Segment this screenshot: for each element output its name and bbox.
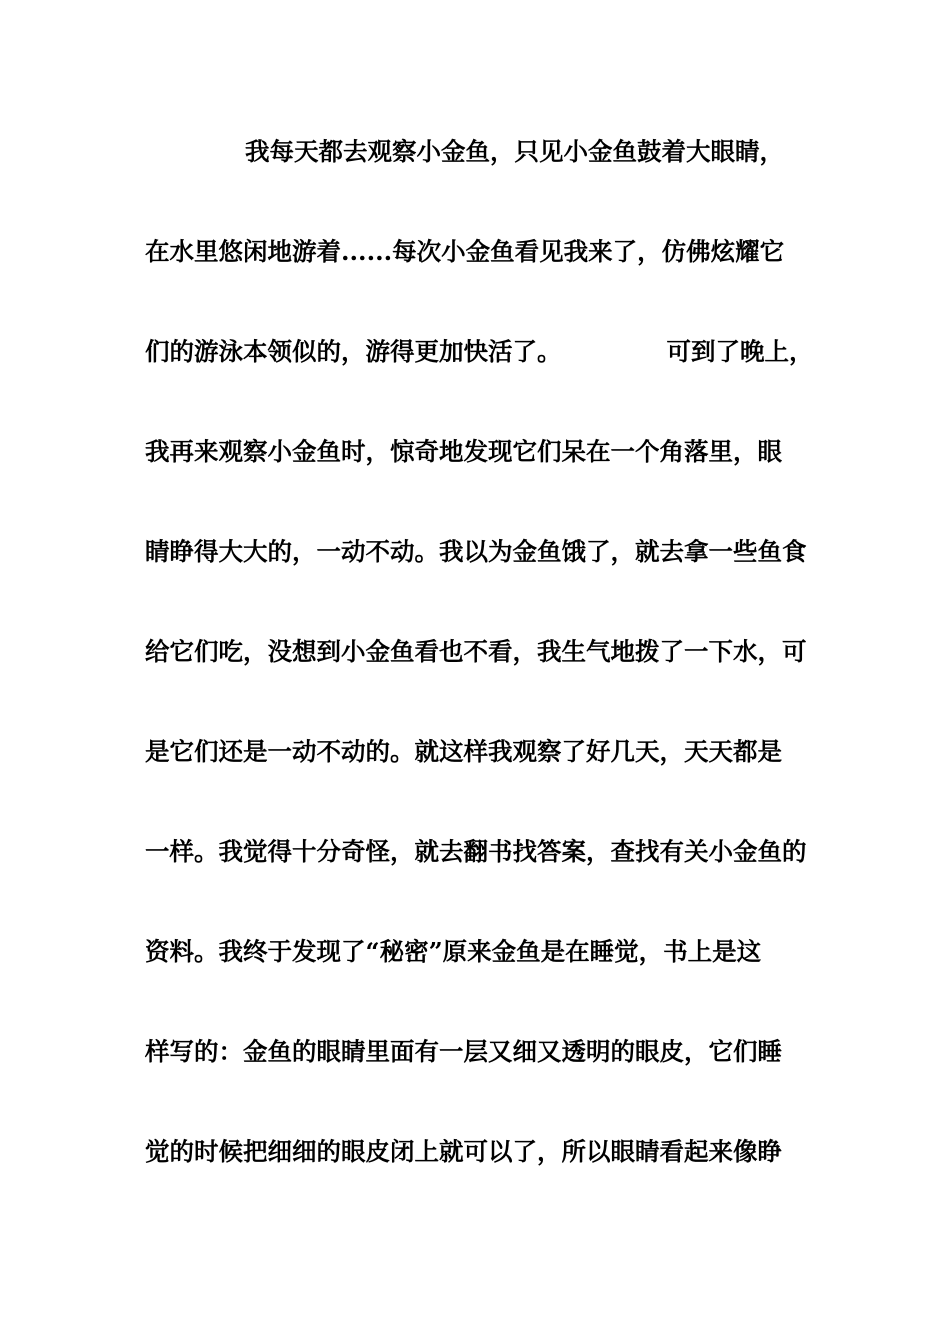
line-text: 们的游泳本领似的，游得更加快活了。 [145,337,562,366]
text-line-4 [145,428,810,528]
text-line-11 [145,1128,810,1228]
line-text: 样写的：金鱼的眼睛里面有一层又细又透明的眼皮，它们睡 [145,1037,782,1066]
text-line-10 [145,1028,810,1128]
line-text: 资料。我终于发现了“秘密”原来金鱼是在睡觉，书上是这 [145,937,762,966]
text-line-5 [145,528,810,628]
line-text-continued: 可到了晚上， [666,337,814,366]
text-line-3 [145,328,814,428]
line-text: 给它们吃，没想到小金鱼看也不看，我生气地拨了一下水，可 [145,637,807,666]
text-line-6 [145,628,810,728]
line-text: 是它们还是一动不动的。就这样我观察了好几天，天天都是 [145,737,782,766]
text-line-7 [145,728,810,828]
line-text: 在水里悠闲地游着......每次小金鱼看见我来了，仿佛炫耀它 [145,237,785,266]
text-line-1 [145,128,810,228]
text-line-2 [145,228,810,328]
line-text: 一样。我觉得十分奇怪，就去翻书找答案，查找有关小金鱼的 [145,837,807,866]
text-line-8 [145,828,810,928]
paragraph [145,128,814,1228]
line-text: 我再来观察小金鱼时，惊奇地发现它们呆在一个角落里，眼 [145,437,782,466]
text-line-9 [145,928,810,1028]
line-text: 我每天都去观察小金鱼，只见小金鱼鼓着大眼睛， [245,137,784,166]
line-text: 睛睁得大大的，一动不动。我以为金鱼饿了，就去拿一些鱼食 [145,537,807,566]
line-text: 觉的时候把细细的眼皮闭上就可以了，所以眼睛看起来像睁 [145,1137,782,1166]
